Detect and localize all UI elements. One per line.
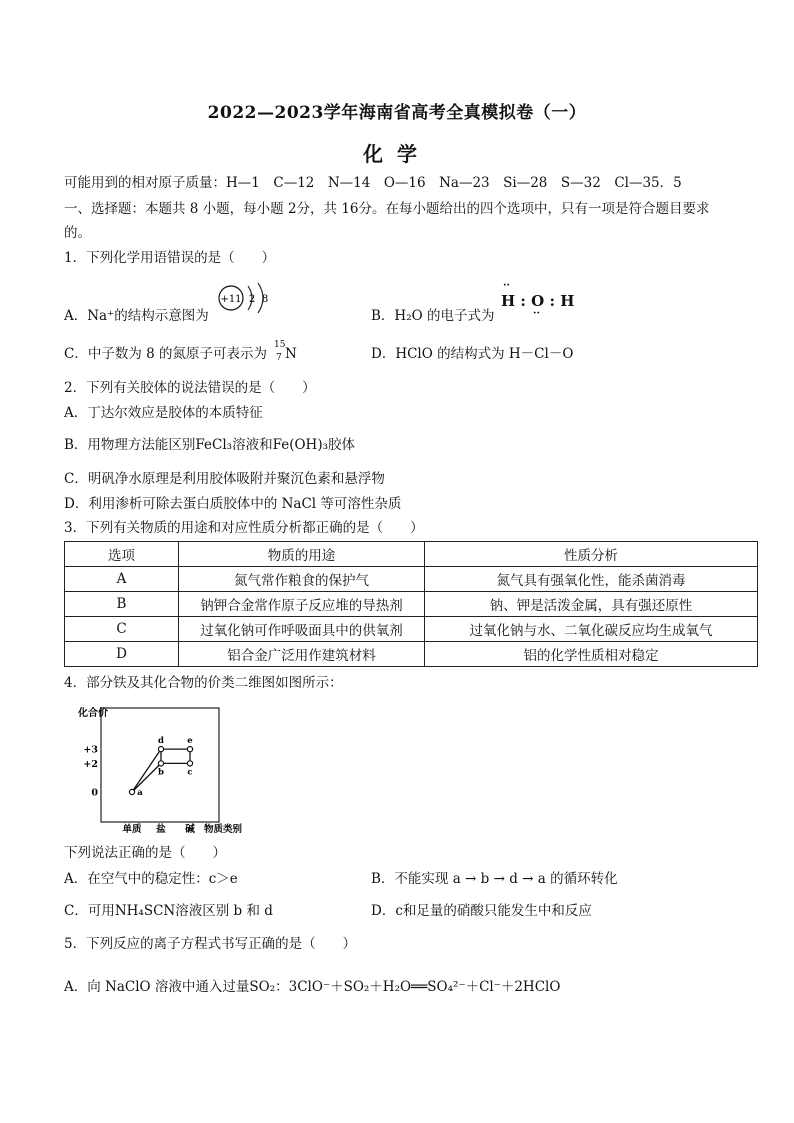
table-header-cell: 物质的用途 (179, 542, 425, 567)
table-cell: 氮气常作粮食的保护气 (179, 567, 425, 592)
nucleus-charge: +11 (220, 294, 242, 305)
table-cell: 钠钾合金常作原子反应堆的导热剂 (179, 592, 425, 617)
q4-stem: 4．部分铁及其化合物的价类二维图如图所示： (64, 675, 343, 691)
y-tick-label: 0 (91, 787, 98, 799)
q2-option-c: C．明矾净水原理是利用胶体吸附并聚沉色素和悬浮物 (64, 471, 385, 487)
y-tick-label: +3 (83, 744, 98, 756)
point-label-a: a (137, 788, 143, 798)
section-heading-line1: 一、选择题：本题共 8 小题，每小题 2分，共 16分。在每小题给出的四个选项中，只有一项是符合题目要求 (64, 201, 710, 217)
h2o-electron-formula: H : O : H (501, 292, 575, 310)
point-label-e: e (187, 736, 193, 747)
table-cell: B (65, 592, 179, 617)
table-cell: 过氧化钠可作呼吸面具中的供氧剂 (179, 617, 425, 642)
q3-stem: 3．下列有关物质的用途和对应性质分析都正确的是（ ） (64, 520, 424, 536)
iron-valence-chart (74, 702, 264, 838)
point-b (158, 761, 163, 766)
q3-table (64, 541, 758, 667)
nuclide-atomic-number: 7 (276, 353, 282, 363)
y-tick-label: +2 (83, 758, 98, 770)
x-tick-label: 单质 (122, 824, 142, 835)
point-d (158, 747, 163, 752)
exam-title: 2022—2023学年海南省高考全真模拟卷（一） (207, 103, 587, 123)
q2-stem: 2．下列有关胶体的说法错误的是（ ） (64, 380, 316, 396)
table-cell: D (65, 642, 179, 667)
q4-followup: 下列说法正确的是（ ） (64, 845, 226, 861)
x-tick-label: 盐 (156, 824, 166, 835)
point-label-c: c (187, 767, 193, 778)
table-header-row (65, 542, 758, 567)
connection-line-a-d (132, 749, 161, 792)
point-a (129, 789, 134, 794)
oxygen-lone-pair-bottom: ·· (533, 308, 540, 319)
q5-option-a: A．向 NaClO 溶液中通入过量SO₂：3ClO⁻＋SO₂＋H₂O══SO₄²⁻＋Cl⁻＋2HClO (64, 979, 561, 995)
table-row (65, 592, 758, 617)
shell2-count: 8 (261, 294, 269, 305)
table-cell: 过氧化钠与水、二氧化碳反应均生成氧气 (425, 617, 758, 642)
point-label-d: d (158, 736, 164, 747)
q1-option-d: D．HClO 的结构式为 H－Cl－O (371, 346, 574, 362)
table-cell: 氮气具有强氧化性，能杀菌消毒 (425, 567, 758, 592)
subject-title: 化学 (363, 142, 431, 166)
q4-option-a: A．在空气中的稳定性：c＞e (64, 871, 238, 887)
table-row (65, 567, 758, 592)
q1-option-a: A．Na⁺的结构示意图为 (64, 308, 209, 324)
sodium-ion-structure-diagram (214, 281, 274, 325)
nuclide-mass-number: 15 (274, 340, 286, 350)
table-cell: 铝合金广泛用作建筑材料 (179, 642, 425, 667)
point-c (187, 761, 192, 766)
shell1-count: 2 (248, 294, 256, 305)
q5-stem: 5．下列反应的离子方程式书写正确的是（ ） (64, 936, 357, 952)
table-cell: 钠、钾是活泼金属，具有强还原性 (425, 592, 758, 617)
q1-option-b: B．H₂O 的电子式为 (371, 308, 495, 324)
table-cell: A (65, 567, 179, 592)
q2-option-b: B．用物理方法能区别FeCl₃溶液和Fe(OH)₃胶体 (64, 437, 356, 453)
q4-option-d: D．c和足量的硝酸只能发生中和反应 (371, 903, 592, 919)
q4-option-b: B．不能实现 a → b → d → a 的循环转化 (371, 871, 618, 887)
table-cell: C (65, 617, 179, 642)
q1-stem: 1．下列化学用语错误的是（ ） (64, 250, 276, 266)
x-axis-label: 物质类别 (204, 824, 243, 835)
point-e (187, 747, 192, 752)
atomic-masses: 可能用到的相对原子质量：H—1 C—12 N—14 O—16 Na—23 Si—28 S—32 Cl—35．5 (64, 175, 682, 191)
section-heading-line2: 的。 (64, 225, 91, 241)
nuclide-symbol: N (285, 346, 297, 362)
table-header-cell: 选项 (65, 542, 179, 567)
x-tick-label: 碱 (185, 824, 195, 835)
table-row (65, 642, 758, 667)
q4-option-c: C．可用NH₄SCN溶液区别 b 和 d (64, 903, 273, 919)
q2-option-a: A．丁达尔效应是胶体的本质特征 (64, 405, 263, 421)
q2-option-d: D．利用渗析可除去蛋白质胶体中的 NaCl 等可溶性杂质 (64, 496, 402, 512)
q1-option-c: C．中子数为 8 的氮原子可表示为 (64, 346, 268, 362)
table-header-cell: 性质分析 (425, 542, 758, 567)
point-label-b: b (158, 767, 164, 778)
table-row (65, 617, 758, 642)
oxygen-lone-pair-top: ·· (503, 280, 510, 291)
y-axis-label: 化合价 (78, 708, 108, 719)
table-cell: 铝的化学性质相对稳定 (425, 642, 758, 667)
